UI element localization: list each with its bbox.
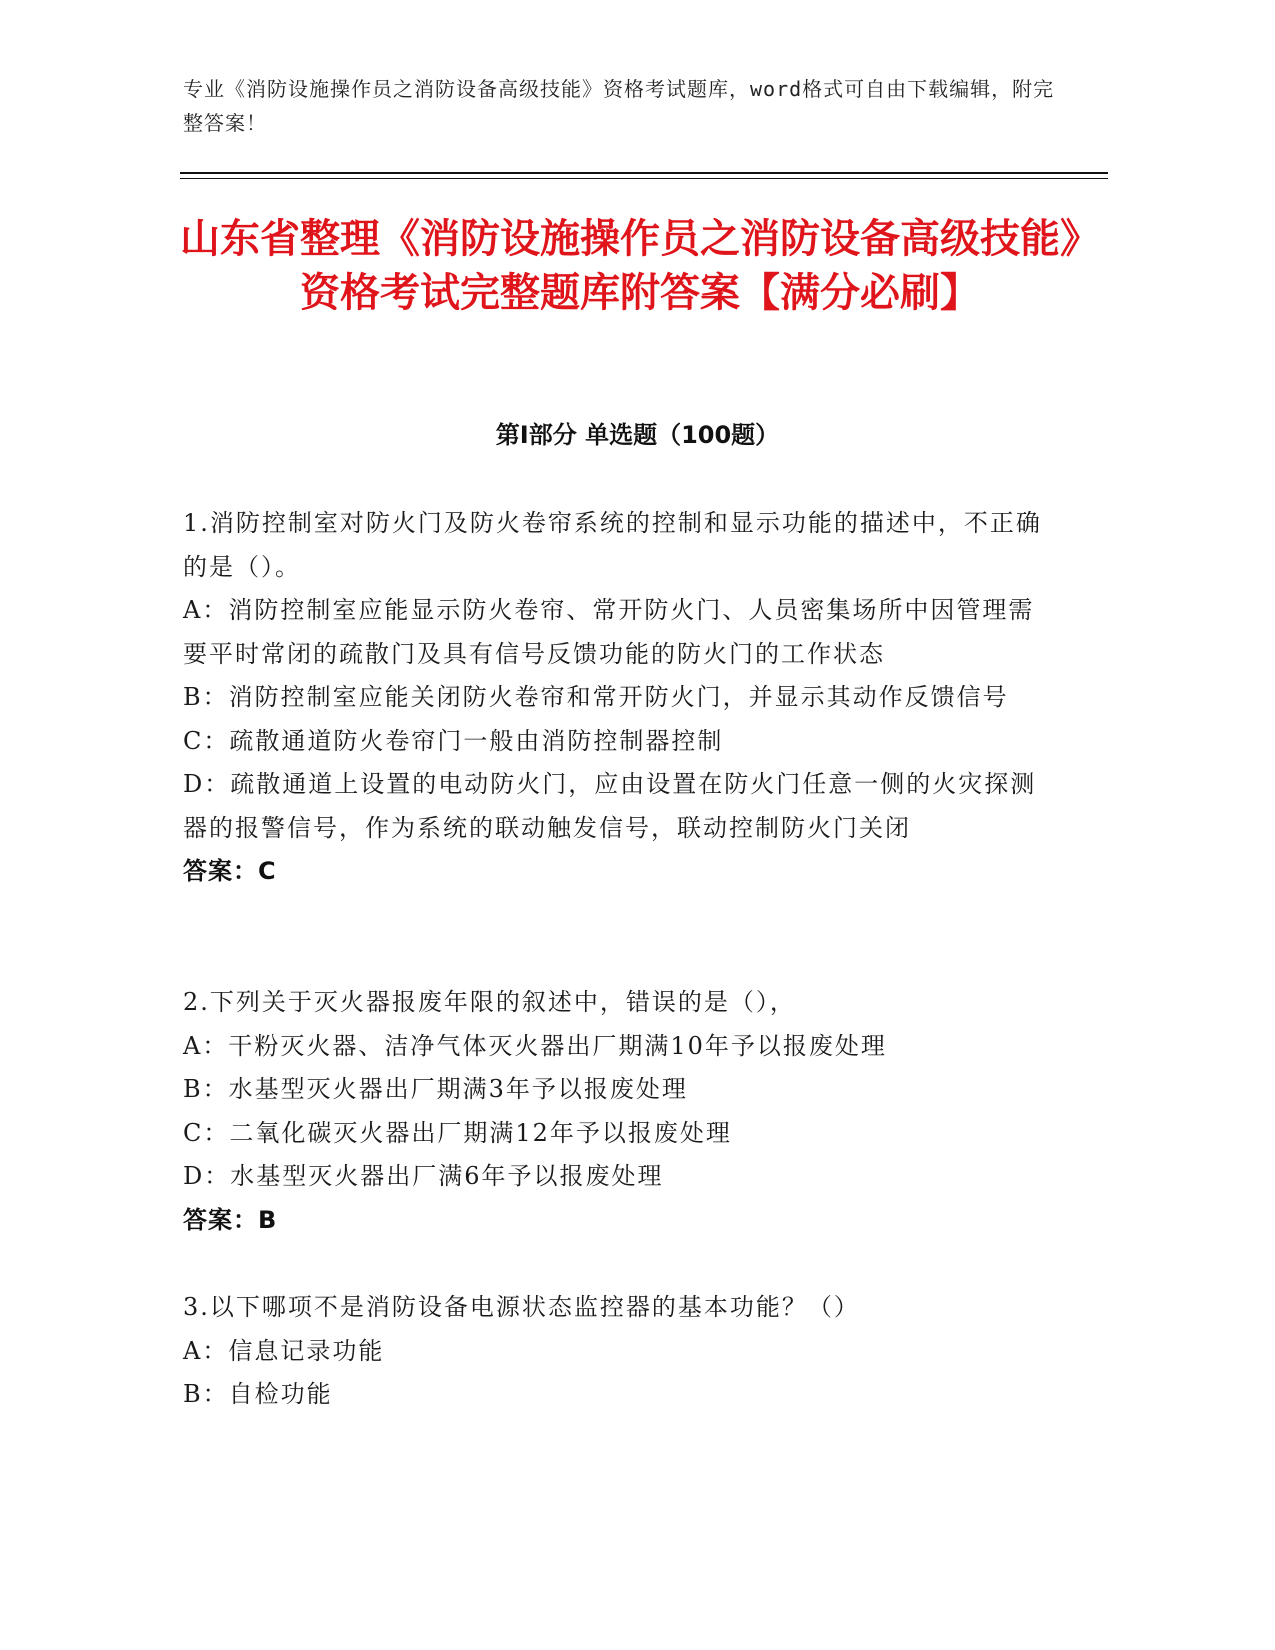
option-c: C：二氧化碳灭火器出厂期满12年予以报废处理 — [183, 1118, 732, 1147]
answer: 答案：C — [183, 857, 277, 885]
question-stem: 1.消防控制室对防火门及防火卷帘系统的控制和显示功能的描述中，不正确的是（）。 — [183, 509, 1042, 581]
header-rule — [180, 172, 1108, 174]
question-stem: 2.下列关于灭火器报废年限的叙述中，错误的是（）， — [183, 988, 796, 1016]
option-a: A：信息记录功能 — [183, 1336, 385, 1365]
section-heading: 第I部分 单选题（100题） — [495, 421, 780, 449]
option-b: B：水基型灭火器出厂期满3年予以报废处理 — [183, 1075, 688, 1103]
option-b: B：消防控制室应能关闭防火卷帘和常开防火门，并显示其动作反馈信号 — [183, 683, 1009, 711]
answer: 答案：B — [183, 1205, 278, 1234]
option-a: A：干粉灭火器、洁净气体灭火器出厂期满10年予以报废处理 — [183, 1031, 887, 1060]
question-stem: 3.以下哪项不是消防设备电源状态监控器的基本功能？（） — [183, 1293, 860, 1321]
option-b: B：自检功能 — [183, 1380, 333, 1408]
question-3 — [183, 1286, 1043, 1417]
option-d: D：疏散通道上设置的电动防火门，应由设置在防火门任意一侧的火灾探测器的报警信号，作为系统的联动触发信号，联动控制防火门关闭 — [183, 770, 1037, 842]
header-rule-thin — [180, 178, 1108, 179]
document-title: 山东省整理《消防设施操作员之消防设备高级技能》资格考试完整题库附答案【满分必刷】 — [180, 216, 1100, 316]
question-1 — [183, 502, 1043, 894]
question-2 — [183, 981, 1043, 1242]
option-d: D：水基型灭火器出厂满6年予以报废处理 — [183, 1162, 664, 1190]
intro-text: 专业《消防设施操作员之消防设备高级技能》资格考试题库，word格式可自由下载编辑，附完整答案！ — [183, 77, 1055, 135]
option-a: A：消防控制室应能显示防火卷帘、常开防火门、人员密集场所中因管理需要平时常闭的疏散门及具有信号反馈功能的防火门的工作状态 — [183, 596, 1035, 668]
option-c: C：疏散通道防火卷帘门一般由消防控制器控制 — [183, 726, 724, 755]
